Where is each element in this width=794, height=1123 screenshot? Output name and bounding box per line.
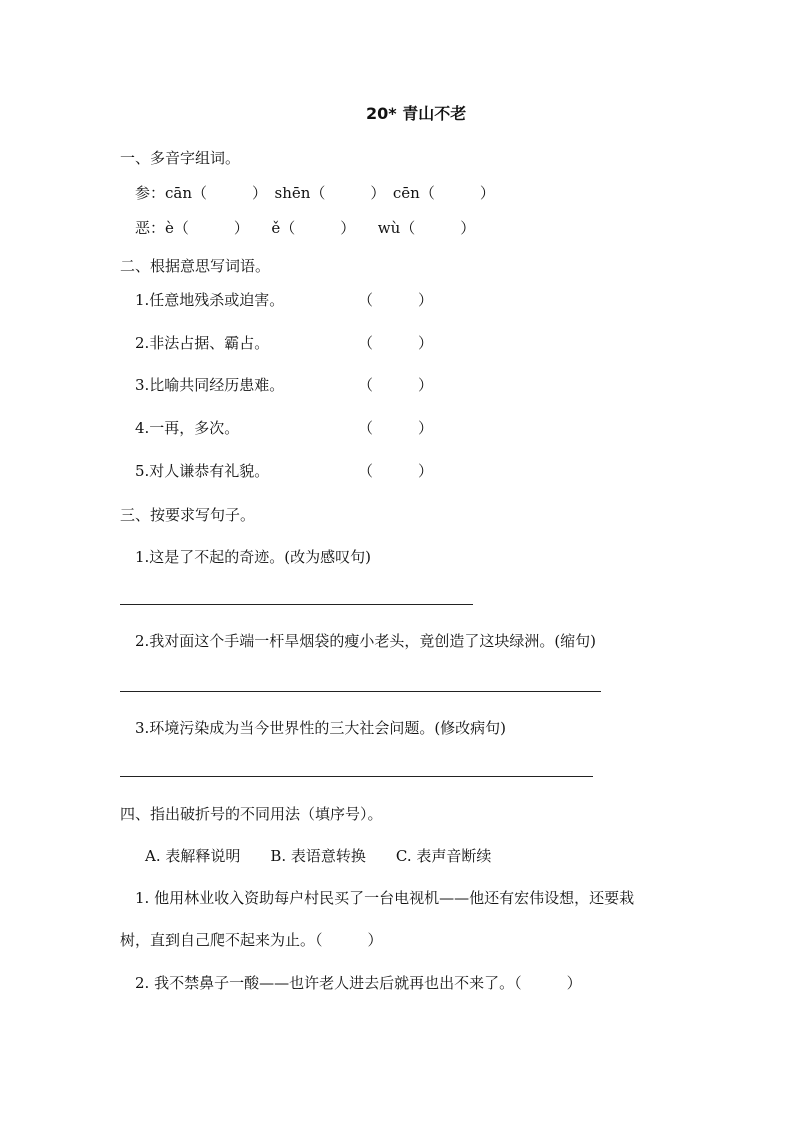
question-1-line2: 树，直到自己爬不起来为止。（ ） [120, 931, 383, 949]
definition-item: 5.对人谦恭有礼貌。 [135, 462, 270, 480]
rewrite-item: 1.这是了不起的奇迹。(改为感叹句) [135, 548, 372, 566]
answer-line[interactable] [120, 691, 601, 692]
definition-item: 3.比喻共同经历患难。 [135, 376, 285, 394]
question-1-line1: 1. 他用林业收入资助每户村民买了一台电视机——他还有宏伟设想，还要栽 [135, 889, 635, 907]
answer-blank[interactable]: （ ） [358, 334, 434, 352]
definition-item: 4.一再，多次。 [135, 419, 240, 437]
polyphone-row-e: 恶：è（ ） ě（ ） wù（ ） [135, 219, 476, 237]
answer-line[interactable] [120, 776, 593, 777]
page-title: 20* 青山不老 [366, 104, 467, 123]
rewrite-item: 2.我对面这个手端一杆旱烟袋的瘦小老头，竟创造了这块绿洲。(缩句) [135, 632, 597, 650]
answer-blank[interactable]: （ ） [358, 462, 434, 480]
definition-item: 2.非法占据、霸占。 [135, 334, 270, 352]
answer-blank[interactable]: （ ） [358, 376, 434, 394]
rewrite-item: 3.环境污染成为当今世界性的三大社会问题。(修改病句) [135, 719, 507, 737]
section4-heading: 四、指出破折号的不同用法（填序号）。 [120, 805, 383, 823]
section1-heading: 一、多音字组词。 [120, 149, 241, 167]
polyphone-row-can: 参：cān（ ） shēn（ ） cēn（ ） [135, 184, 495, 202]
answer-blank[interactable]: （ ） [358, 291, 434, 309]
section3-heading: 三、按要求写句子。 [120, 506, 256, 524]
answer-line[interactable] [120, 604, 473, 605]
question-2: 2. 我不禁鼻子一酸——也许老人进去后就再也出不来了。（ ） [135, 974, 582, 992]
section2-heading: 二、根据意思写词语。 [120, 257, 271, 275]
definition-item: 1.任意地残杀或迫害。 [135, 291, 285, 309]
answer-blank[interactable]: （ ） [358, 419, 434, 437]
dash-usage-options: A. 表解释说明 B. 表语意转换 C. 表声音断续 [145, 847, 492, 865]
